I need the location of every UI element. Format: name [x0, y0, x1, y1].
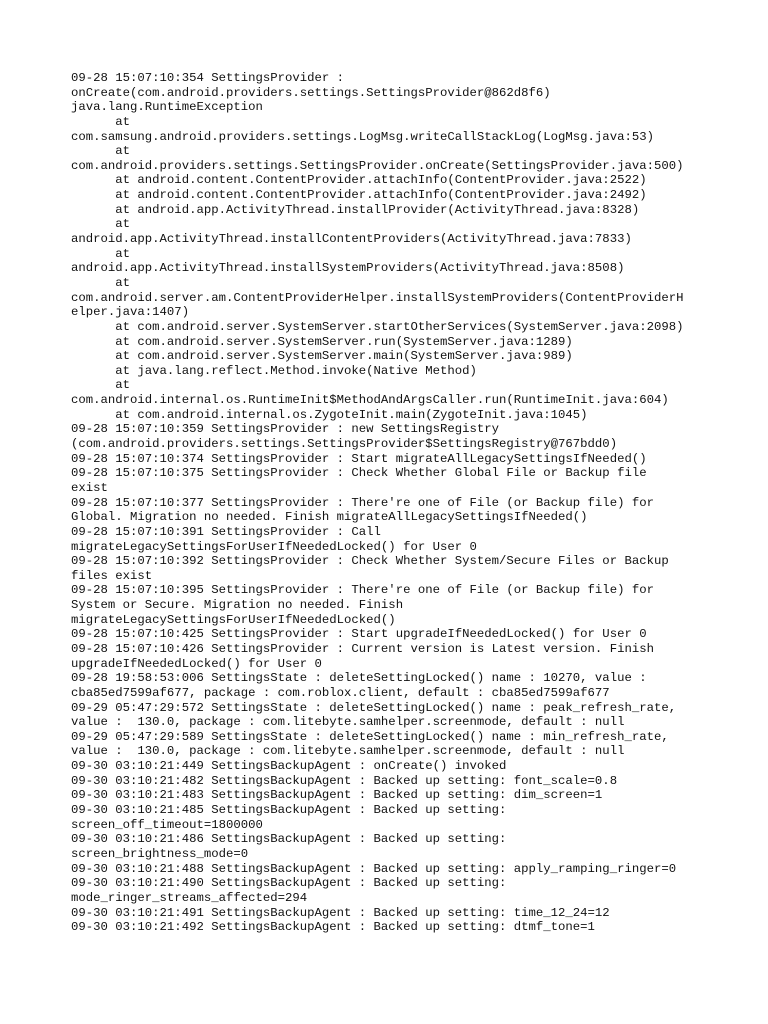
- log-line: android.app.ActivityThread.installContentProviders(ActivityThread.java:7833): [71, 232, 632, 247]
- log-line: at com.android.internal.os.ZygoteInit.main(ZygoteInit.java:1045): [71, 407, 588, 422]
- log-line: at: [71, 275, 131, 290]
- log-line: com.samsung.android.providers.settings.LogMsg.writeCallStackLog(LogMsg.java:53): [71, 129, 654, 144]
- log-line: 09-30 03:10:21:490 SettingsBackupAgent : Backed up setting:: [71, 876, 507, 891]
- log-line: upgradeIfNeededLocked() for User 0: [71, 656, 322, 671]
- log-line: 09-30 03:10:21:488 SettingsBackupAgent : Backed up setting: apply_ramping_ringer=0: [71, 861, 677, 876]
- log-line: mode_ringer_streams_affected=294: [71, 890, 308, 905]
- log-line: 09-30 03:10:21:492 SettingsBackupAgent : Backed up setting: dtmf_tone=1: [71, 920, 595, 935]
- log-line: Global. Migration no needed. Finish migrateAllLegacySettingsIfNeeded(): [71, 510, 588, 525]
- log-line: at: [71, 378, 131, 393]
- log-line: 09-29 05:47:29:589 SettingsState : deleteSettingLocked() name : min_refresh_rate,: [71, 729, 669, 744]
- log-line: 09-28 15:07:10:425 SettingsProvider : Start upgradeIfNeededLocked() for User 0: [71, 627, 647, 642]
- log-line: at com.android.server.SystemServer.main(SystemServer.java:989): [71, 349, 573, 364]
- log-line: 09-30 03:10:21:485 SettingsBackupAgent : Backed up setting:: [71, 803, 507, 818]
- log-line: 09-30 03:10:21:483 SettingsBackupAgent : Backed up setting: dim_screen=1: [71, 788, 603, 803]
- log-line: migrateLegacySettingsForUserIfNeededLocked(): [71, 612, 396, 627]
- log-line: 09-28 15:07:10:377 SettingsProvider : There're one of File (or Backup file) for: [71, 495, 654, 510]
- log-line: 09-30 03:10:21:449 SettingsBackupAgent : onCreate() invoked: [71, 759, 507, 774]
- log-line: System or Secure. Migration no needed. Finish: [71, 598, 404, 613]
- log-line: android.app.ActivityThread.installSystemProviders(ActivityThread.java:8508): [71, 261, 625, 276]
- log-line: at: [71, 144, 131, 159]
- log-line: 09-30 03:10:21:482 SettingsBackupAgent : Backed up setting: font_scale=0.8: [71, 773, 618, 788]
- log-line: 09-28 15:07:10:392 SettingsProvider : Check Whether System/Secure Files or Backup: [71, 554, 669, 569]
- log-line: com.android.server.am.ContentProviderHelper.installSystemProviders(ContentProviderH: [71, 290, 684, 305]
- log-line: at: [71, 246, 131, 261]
- log-line: 09-28 15:07:10:391 SettingsProvider : Call: [71, 524, 381, 539]
- log-line: 09-28 15:07:10:354 SettingsProvider :: [71, 71, 345, 85]
- log-line: at com.android.server.SystemServer.run(SystemServer.java:1289): [71, 334, 573, 349]
- log-line: onCreate(com.android.providers.settings.SettingsProvider@862d8f6): [71, 85, 551, 100]
- log-line: at android.app.ActivityThread.installProvider(ActivityThread.java:8328): [71, 202, 640, 217]
- log-line: com.android.providers.settings.SettingsProvider.onCreate(SettingsProvider.java:500): [71, 158, 684, 173]
- log-line: at android.content.ContentProvider.attachInfo(ContentProvider.java:2522): [71, 173, 647, 188]
- log-line: com.android.internal.os.RuntimeInit$MethodAndArgsCaller.run(RuntimeInit.java:604): [71, 393, 669, 408]
- log-line: at: [71, 217, 131, 232]
- log-line: screen_off_timeout=1800000: [71, 817, 263, 832]
- log-line: files exist: [71, 568, 153, 583]
- log-line: at com.android.server.SystemServer.startOtherServices(SystemServer.java:2098): [71, 319, 684, 334]
- log-line: screen_brightness_mode=0: [71, 846, 249, 861]
- log-line: cba85ed7599af677, package : com.roblox.client, default : cba85ed7599af677: [71, 685, 610, 700]
- log-line: 09-28 15:07:10:359 SettingsProvider : new SettingsRegistry: [71, 422, 500, 437]
- log-line: java.lang.RuntimeException: [71, 100, 263, 115]
- log-line: (com.android.providers.settings.SettingsProvider$SettingsRegistry@767bdd0): [71, 437, 618, 452]
- log-line: 09-28 15:07:10:374 SettingsProvider : Start migrateAllLegacySettingsIfNeeded(): [71, 451, 647, 466]
- log-line: 09-28 15:07:10:375 SettingsProvider : Check Whether Global File or Backup file: [71, 466, 647, 481]
- log-line: migrateLegacySettingsForUserIfNeededLocked() for User 0: [71, 539, 477, 554]
- log-line: 09-28 15:07:10:395 SettingsProvider : There're one of File (or Backup file) for: [71, 583, 654, 598]
- log-line: value : 130.0, package : com.litebyte.samhelper.screenmode, default : null: [71, 715, 625, 730]
- log-line: 09-28 19:58:53:006 SettingsState : deleteSettingLocked() name : 10270, value :: [71, 671, 647, 686]
- log-line: at: [71, 114, 131, 129]
- log-line: 09-30 03:10:21:491 SettingsBackupAgent : Backed up setting: time_12_24=12: [71, 905, 610, 920]
- log-line: elper.java:1407): [71, 305, 190, 320]
- log-line: value : 130.0, package : com.litebyte.samhelper.screenmode, default : null: [71, 744, 625, 759]
- log-text-block: [71, 71, 711, 935]
- log-line: 09-30 03:10:21:486 SettingsBackupAgent : Backed up setting:: [71, 832, 507, 847]
- log-line: exist: [71, 480, 108, 495]
- log-line: at android.content.ContentProvider.attachInfo(ContentProvider.java:2492): [71, 188, 647, 203]
- log-line: at java.lang.reflect.Method.invoke(Native Method): [71, 363, 477, 378]
- log-line: 09-28 15:07:10:426 SettingsProvider : Current version is Latest version. Finish: [71, 641, 654, 656]
- log-line: 09-29 05:47:29:572 SettingsState : deleteSettingLocked() name : peak_refresh_rate,: [71, 700, 677, 715]
